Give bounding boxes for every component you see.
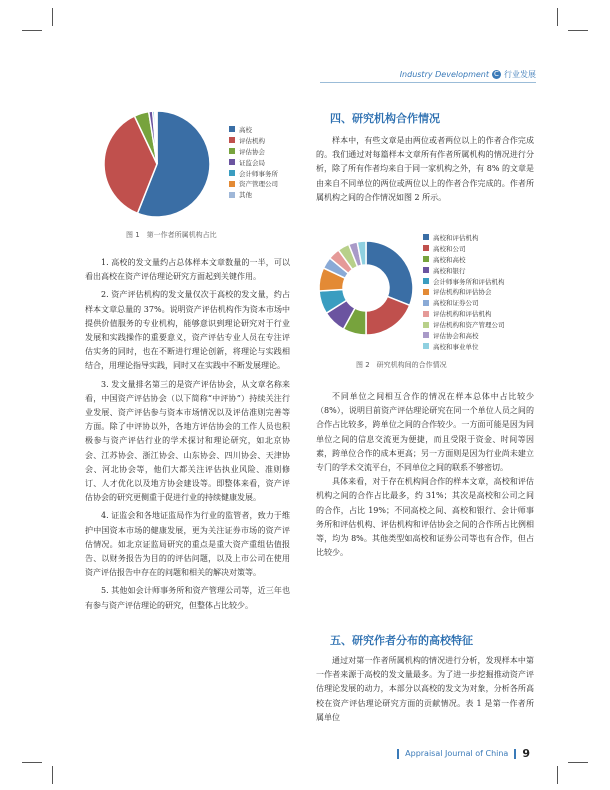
legend-swatch bbox=[423, 245, 429, 251]
legend-item bbox=[229, 178, 278, 189]
footer-journal-name: Appraisal Journal of China bbox=[405, 749, 509, 758]
figure1-caption: 图 1 第一作者所属机构占比 bbox=[126, 231, 217, 239]
legend-swatch bbox=[229, 192, 235, 198]
crop-mark bbox=[557, 8, 558, 26]
pie-slice bbox=[366, 241, 413, 305]
paragraph: 5. 其他如会计师事务所和资产管理公司等，近三年也有参与资产评估理论的研究，但整体占比较少。 bbox=[85, 586, 290, 610]
crop-mark bbox=[52, 766, 53, 784]
legend-swatch bbox=[229, 148, 235, 154]
legend-label: 评估机构 bbox=[239, 136, 265, 145]
section4-heading: 四、研究机构合作情况 bbox=[330, 112, 440, 125]
figure1-pie-chart bbox=[101, 108, 213, 220]
legend-item bbox=[229, 135, 278, 146]
legend-item bbox=[423, 254, 505, 265]
header-divider bbox=[320, 82, 536, 83]
legend-label: 高校和证券公司 bbox=[433, 299, 479, 308]
pie-slice bbox=[156, 111, 157, 164]
legend-swatch bbox=[423, 234, 429, 240]
header-chinese: 行业发展 bbox=[504, 70, 536, 79]
section5-intro-block bbox=[316, 654, 534, 725]
legend-swatch bbox=[423, 256, 429, 262]
legend-item bbox=[423, 232, 505, 243]
legend-label: 评估协会和高校 bbox=[433, 331, 479, 340]
legend-swatch bbox=[229, 170, 235, 176]
legend-swatch bbox=[229, 159, 235, 165]
crop-mark bbox=[557, 766, 558, 784]
section5-heading: 五、研究作者分布的高校特征 bbox=[330, 634, 473, 647]
left-column bbox=[85, 256, 290, 613]
legend-item bbox=[423, 319, 505, 330]
paragraph: 4. 证监会和各地证监局作为行业的监管者，致力于维护中国资本市场的健康发展，更为关注证券市场的资产评估情况。如北京证监局研究的重点是重大资产重组估值报告、以财务报告为目的的评估问题，以及上市公司在使用资产评估报告中存在的问题和相关的解决对策等。 bbox=[85, 511, 290, 578]
running-header bbox=[400, 69, 536, 80]
figure2-donut-chart bbox=[316, 238, 416, 338]
legend-swatch bbox=[229, 137, 235, 143]
legend-item bbox=[229, 157, 278, 168]
legend-label: 评估机构和评估机构 bbox=[433, 310, 492, 319]
legend-swatch bbox=[229, 181, 235, 187]
header-badge-icon: C bbox=[492, 70, 501, 79]
right-column bbox=[316, 390, 534, 560]
legend-label: 高校和事业单位 bbox=[433, 342, 479, 351]
legend-swatch bbox=[229, 126, 235, 132]
legend-item bbox=[229, 168, 278, 179]
legend-item bbox=[423, 265, 505, 276]
legend-swatch bbox=[423, 278, 429, 284]
legend-item bbox=[423, 276, 505, 287]
legend-swatch bbox=[423, 289, 429, 295]
legend-swatch bbox=[423, 311, 429, 317]
page-number: 9 bbox=[522, 747, 530, 760]
legend-swatch bbox=[423, 343, 429, 349]
header-english: Industry Development bbox=[399, 70, 489, 79]
page-footer bbox=[397, 747, 530, 760]
paragraph: 通过对第一作者所属机构的情况进行分析，发现样本中第一作者来源于高校的发文量最多。为了进一步挖掘推动资产评估理论发展的动力，本部分以高校的发文为对象，分析各所高校在资产评估理论研究方面的贡献情况。表 1 是第一作者所属单位 bbox=[316, 656, 534, 722]
legend-label: 会计师事务所 bbox=[239, 169, 278, 178]
legend-label: 评估协会 bbox=[239, 147, 265, 156]
legend-label: 高校 bbox=[239, 125, 252, 134]
crop-mark bbox=[52, 8, 53, 26]
legend-label: 高校和公司 bbox=[433, 244, 466, 253]
legend-item bbox=[423, 286, 505, 297]
legend-item bbox=[229, 146, 278, 157]
legend-swatch bbox=[423, 332, 429, 338]
legend-item bbox=[229, 124, 278, 135]
legend-item bbox=[423, 243, 505, 254]
paragraph: 1. 高校的发文量约占总体样本文章数量的一半，可以看出高校在资产评估理论研究方面起到关键作用。 bbox=[85, 258, 290, 282]
legend-item bbox=[423, 308, 505, 319]
legend-label: 评估机构和评估协会 bbox=[433, 288, 492, 297]
legend-swatch bbox=[423, 300, 429, 306]
legend-label: 其他 bbox=[239, 191, 252, 200]
crop-mark bbox=[22, 30, 42, 31]
legend-label: 资产管理公司 bbox=[239, 180, 278, 189]
legend-label: 评估机构和资产管理公司 bbox=[433, 321, 505, 330]
footer-divider bbox=[514, 749, 516, 759]
footer-divider bbox=[397, 749, 399, 759]
crop-mark bbox=[568, 762, 588, 763]
legend-item bbox=[423, 297, 505, 308]
legend-label: 高校和银行 bbox=[433, 266, 466, 275]
figure2-legend bbox=[423, 232, 505, 352]
paragraph: 3. 发文量排名第三的是资产评估协会，从文章名称来看，中国资产评估协会（以下简称“中评协”）持续关注行业发展、资产评估参与资本市场情况以及评估准则完善等方面。除了中评协以外，各地方评估协会的工作人员也积极参与资产评估行业的学术探讨和理论研究，如北京协会、江苏协会、浙江协会、山东协会、四川协会、天津协会、河北协会等，他们大都关注评估执业风险、准则修订、人才优化以及地方协会建设等。即整体来看，资产评估协会的研究更侧重于促进行业的持续健康发展。 bbox=[85, 379, 290, 503]
legend-label: 高校和评估机构 bbox=[433, 233, 479, 242]
legend-item bbox=[229, 189, 278, 200]
paragraph: 样本中，有些文章是由两位或者两位以上的作者合作完成的。我们通过对每篇样本文章所有作者所属机构的情况进行分析，除了所有作者均来自于同一家机构之外，有 8% 的文章是由来自不同单位的两位或两位以上的作者合作完成的。作者所属机构之间的合作情况如图 2 所示。 bbox=[316, 136, 534, 202]
paragraph: 具体来看，对于存在机构间合作的样本文章，高校和评估机构之间的合作占比最多，约 31%；其次是高校和公司之间的合作，占比 19%；不同高校之间、高校和银行、会计师事务所和评估机构、评估机构和评估协会之间的合作所占比例相等，均为 8%。其他类型如高校和证券公司等也有合作，但占比较少。 bbox=[316, 477, 534, 558]
legend-item bbox=[423, 341, 505, 352]
pie-slice bbox=[366, 296, 410, 335]
figure1-legend bbox=[229, 124, 278, 200]
legend-label: 高校和高校 bbox=[433, 255, 466, 264]
crop-mark bbox=[22, 762, 42, 763]
legend-label: 会计师事务所和评估机构 bbox=[433, 277, 505, 286]
paragraph: 2. 资产评估机构的发文量仅次于高校的发文量，约占样本文章总量的 37%。说明资产评估机构作为资本市场中提供价值服务的专业机构，能够意识到理论研究对于行业发展和实践操作的重要意义，资产评估专业人员在专注评估实务的同时，也在不断进行理论创新，将理论与实践相结合，用理论指导实践，同时又在实践中不断发展理论。 bbox=[85, 290, 290, 371]
legend-swatch bbox=[423, 267, 429, 273]
figure2-caption: 图 2 研究机构间的合作情况 bbox=[356, 361, 447, 369]
legend-swatch bbox=[423, 322, 429, 328]
crop-mark bbox=[568, 30, 588, 31]
section4-intro-block bbox=[316, 134, 534, 205]
paragraph: 不同单位之间相互合作的情况在样本总体中占比较少（8%），说明目前资产评估理论研究在同一个单位人员之间的合作占比较多，跨单位之间的合作较少。一方面可能是因为同单位之间的信息交流更为便捷，而且受限于资金、时间等因素，跨单位合作的成本更高；另一方面则是因为行业尚未建立专门的学术交流平台，不同单位之间的联系不够密切。 bbox=[316, 392, 534, 473]
legend-item bbox=[423, 330, 505, 341]
legend-label: 证监会局 bbox=[239, 158, 265, 167]
